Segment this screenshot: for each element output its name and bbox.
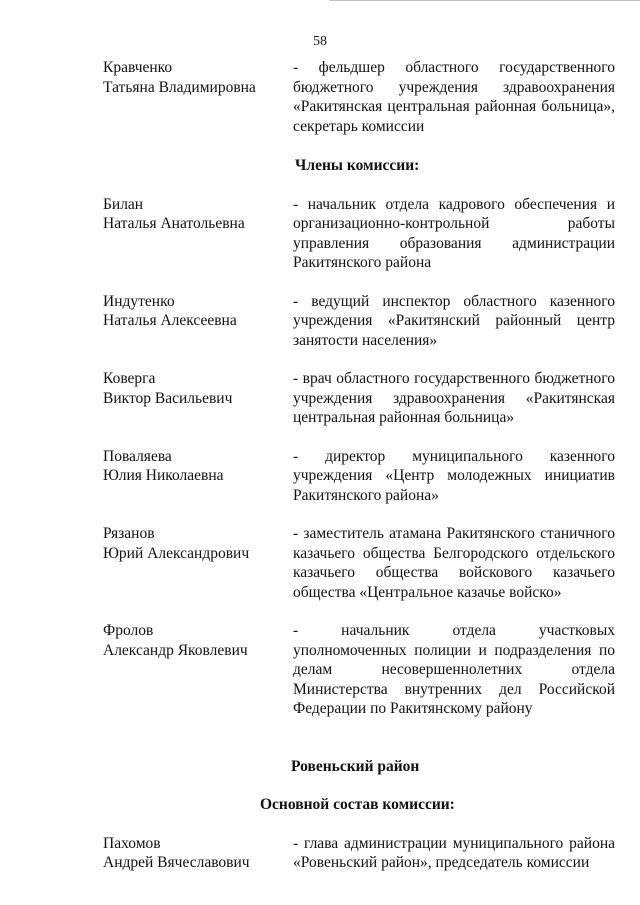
surname: Индутенко [103, 292, 175, 310]
page-number: 58 [313, 34, 327, 49]
person-role: - начальник отдела участковых уполномоченных полиции и подразделения по делам несовершеннолетних отдела Министерства внутренних дел Российской Федерации по Ракитянскому району [293, 622, 615, 717]
given-names: Татьяна Владимировна [103, 78, 256, 96]
given-names: Наталья Анатольевна [103, 215, 245, 232]
commission-entry [103, 621, 615, 719]
person-role: - врач областного государственного бюджетного учреждения здравоохранения «Ракитянская центральная районная больница» [293, 370, 615, 426]
person-role: - начальник отдела кадрового обеспечения и организационно-контрольной работы управления образования администрации Ракитянского района [293, 195, 615, 271]
person-name [103, 621, 293, 719]
surname: Фролов [103, 622, 154, 639]
given-names: Андрей Вячеславович [103, 854, 250, 871]
given-names: Юлия Николаевна [103, 467, 224, 484]
top-edge-rule [330, 0, 640, 1]
document-body [103, 58, 615, 873]
person-role: - директор муниципального казенного учреждения «Центр молодежных инициатив Ракитянского района» [293, 447, 615, 504]
district-heading: Ровеньский район [291, 757, 420, 775]
person-role: - фельдшер областного государственного бюджетного учреждения здравоохранения «Ракитянская центральная районная больница», секретарь комиссии [293, 59, 615, 135]
person-name [103, 834, 293, 873]
given-names: Наталья Алексеевна [103, 312, 237, 329]
commission-entry [103, 834, 615, 873]
main-composition-heading: Основной состав комиссии: [260, 796, 455, 813]
surname: Пахомов [103, 834, 161, 852]
given-names: Юрий Александрович [103, 544, 250, 562]
person-name [103, 292, 293, 351]
surname: Рязанов [103, 525, 155, 542]
commission-entry [103, 195, 615, 273]
person-role: - глава администрации муниципального района «Ровеньский район», председатель комиссии [293, 834, 615, 871]
surname: Билан [103, 195, 144, 213]
commission-entry [103, 292, 615, 351]
surname: Коверга [103, 370, 156, 387]
given-names: Виктор Васильевич [103, 389, 233, 407]
surname: Поваляева [103, 447, 172, 465]
members-heading: Члены комиссии: [295, 157, 420, 174]
person-role: - ведущий инспектор областного казенного учреждения «Ракитянский районный центр занятости населения» [293, 292, 615, 349]
commission-entry [103, 524, 615, 602]
commission-entry [103, 369, 615, 428]
commission-entry [103, 58, 615, 136]
person-name [103, 369, 293, 428]
person-name [103, 524, 293, 602]
given-names: Александр Яковлевич [103, 641, 248, 659]
surname: Кравченко [103, 59, 173, 76]
person-role: - заместитель атамана Ракитянского станичного казачьего общества Белгородского отдельского казачьего общества войскового казачьего общества «Центральное казачье войско» [293, 525, 615, 601]
person-name [103, 447, 293, 506]
person-name [103, 58, 293, 136]
commission-entry [103, 447, 615, 506]
person-name [103, 195, 293, 273]
